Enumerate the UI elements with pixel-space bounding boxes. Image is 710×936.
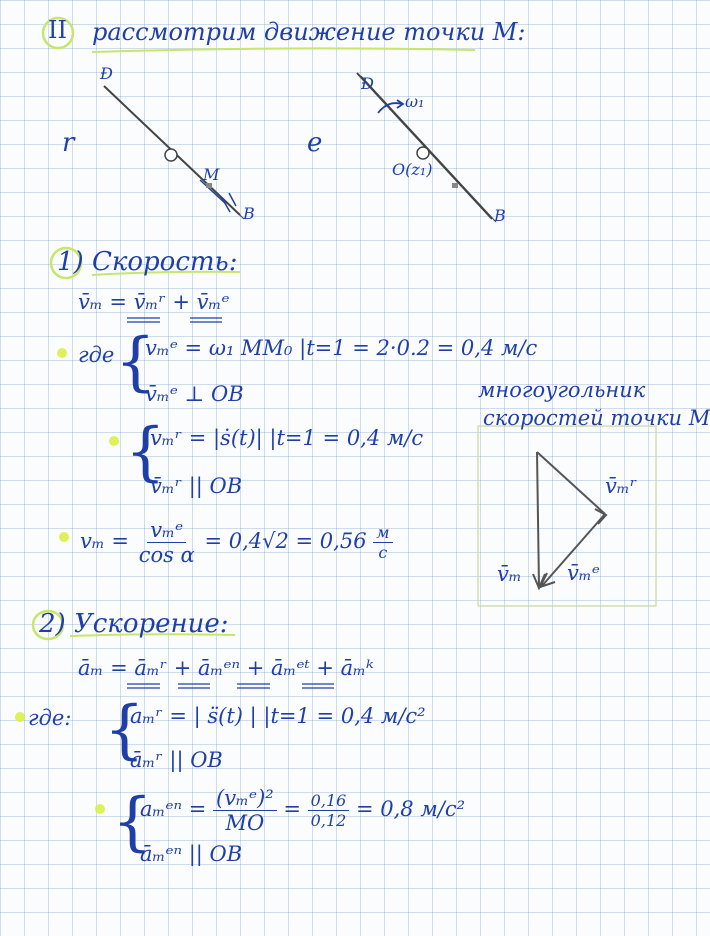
title-underline [92, 48, 475, 52]
velocity-line-3: vₘʳ = |ṡ(t)| |t=1 = 0,4 м/с [150, 426, 424, 450]
velocity-line-2: v̄ₘᵉ ⊥ OB [145, 382, 244, 406]
diagram-e-rod [357, 73, 496, 222]
label-ve: v̄ₘᵉ [567, 561, 600, 585]
line3-lhs: aₘᵉⁿ = [140, 797, 207, 821]
brace: { [112, 785, 153, 859]
acceleration-line-4: āₘᵉⁿ || OB [140, 842, 243, 866]
velocity-equation: v̄ₘ = v̄ₘʳ + v̄ₘᵉ [78, 290, 230, 314]
acceleration-line-1: aₘʳ = | s̈(t) | |t=1 = 0,4 м/с² [130, 704, 426, 728]
line3-fraction-2 [308, 791, 350, 830]
line3-fraction [213, 786, 277, 835]
point-d-label: Ð [100, 64, 113, 83]
result-unit [373, 523, 392, 562]
diagram-r-label: r [62, 128, 75, 158]
line3-denominator-2: 0,12 [310, 811, 347, 830]
result-numerator: vₘᵉ [147, 518, 186, 543]
result-fraction [136, 518, 198, 567]
point-m-label: М [203, 165, 220, 184]
acceleration-line-2: āₘʳ || OB [130, 748, 223, 772]
omega-label: ω₁ [405, 92, 425, 111]
diagram-r-rod [104, 86, 244, 219]
velocity-heading: 1) Скорость: [57, 247, 238, 277]
acceleration-heading: 2) Ускорение: [39, 609, 229, 639]
velocity-line-4: v̄ₘʳ || OB [150, 474, 243, 498]
pivot-label: O(z₁) [392, 160, 433, 179]
diagram-e-label: e [307, 128, 323, 158]
brace: { [115, 325, 156, 399]
result-rhs: = 0,4√2 = 0,56 [204, 529, 367, 553]
triangle-title-1: многоугольник [478, 378, 646, 402]
line3-denominator: MO [225, 811, 265, 835]
acceleration-equation: āₘ = āₘʳ + āₘᵉⁿ + āₘᵉᵗ + āₘᵏ [78, 656, 374, 680]
section-number: II [48, 16, 67, 44]
page-title: рассмотрим движение точки М: [92, 18, 526, 46]
unit-denominator: с [378, 543, 388, 562]
acceleration-line-3 [140, 786, 465, 835]
point-d-label: Ð [361, 74, 374, 93]
line3-mid: = [283, 797, 301, 821]
point-b-label: В [243, 204, 255, 223]
point-b-label: В [494, 206, 506, 225]
where-label: где: [28, 706, 72, 730]
result-denominator: cos α [138, 543, 195, 567]
label-vr: v̄ₘʳ [605, 474, 638, 498]
brace: { [104, 693, 145, 767]
line3-numerator-2: 0,16 [308, 791, 350, 811]
velocity-result [80, 518, 393, 567]
result-lhs: vₘ = [80, 529, 130, 553]
velocity-line-1: vₘᵉ = ω₁ MM₀ |t=1 = 2·0.2 = 0,4 м/с [145, 336, 538, 360]
label-vm: v̄ₘ [497, 562, 522, 586]
triangle-title-2: скоростей точки М [483, 406, 710, 430]
where-label: где [78, 343, 115, 367]
line3-numerator: (vₘᵉ)² [213, 786, 277, 811]
unit-numerator: м [373, 523, 392, 543]
line3-rhs: = 0,8 м/с² [355, 797, 465, 821]
brace: { [125, 415, 166, 489]
